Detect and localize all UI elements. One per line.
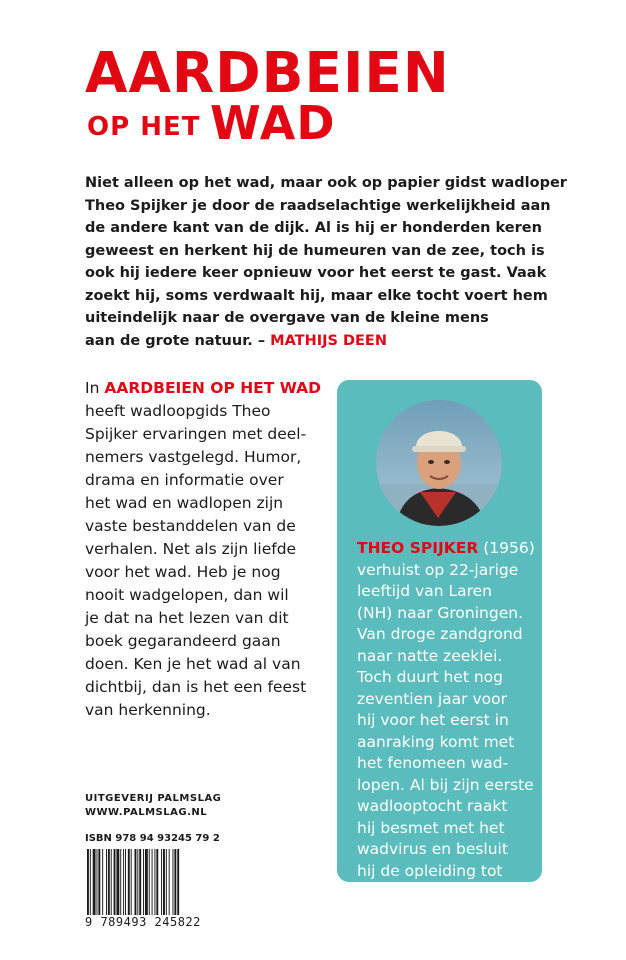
barcode-number: 9 789493 245822 [85, 915, 201, 929]
barcode-bar [98, 849, 100, 915]
description-line: boek gegarandeerd gaan [85, 632, 281, 650]
barcode-bar [90, 849, 91, 915]
barcode-bar [152, 849, 153, 915]
intro-quote [85, 172, 575, 352]
description-line: heeft wadloopgids Theo [85, 402, 271, 420]
bio-year: (1956) [483, 539, 535, 557]
bio-line: het fenomeen wad- [357, 754, 509, 772]
barcode-bar [166, 849, 167, 915]
description-line: voor het wad. Heb je nog [85, 563, 281, 581]
title-line-2 [87, 98, 336, 159]
barcode-bar [169, 849, 170, 915]
barcode-bar [123, 849, 124, 915]
intro-last-line [85, 330, 575, 353]
bio-line: naar natte zeeklei. [357, 646, 503, 665]
barcode-bar [97, 849, 98, 915]
description-line: dichtbij, dan is het een feest [85, 678, 307, 696]
bio-author-name: THEO SPIJKER [357, 539, 479, 557]
bio-line: lopen. Al bij zijn eerste [357, 775, 534, 794]
barcode-bar [174, 849, 176, 915]
barcode-bar [154, 849, 155, 915]
barcode-bar [131, 849, 132, 915]
description-prefix: In [85, 379, 100, 397]
intro-line: Theo Spijker je door de raadselachtige werkelijkheid aan [85, 197, 551, 214]
barcode-bar [177, 849, 179, 915]
title-line-1: AARDBEIEN [85, 41, 450, 106]
bio-line: (NH) naar Groningen. [357, 603, 523, 622]
publisher-info [85, 792, 221, 820]
bio-line: aanraking komt met [357, 732, 515, 751]
intro-line: de andere kant van de dijk. Al is hij er honderden keren [85, 220, 542, 236]
bio-line: hij de opleiding tot [357, 861, 503, 880]
description-line: Spijker ervaringen met deel- [85, 425, 307, 443]
barcode-bar [139, 849, 141, 915]
intro-line: ook hij iedere keer opnieuw voor het eerst te gast. Vaak [85, 265, 547, 281]
description-line: doen. Ken je het wad al van [85, 655, 301, 673]
title-line-2-small: OP HET [87, 112, 201, 142]
barcode-bar [108, 849, 110, 915]
barcode-bar [137, 849, 138, 915]
barcode-bar [173, 849, 174, 915]
barcode-bar [156, 849, 158, 915]
barcode-bar [161, 849, 162, 915]
description-line: nooit wadgelopen, dan wil [85, 586, 289, 604]
description-line: het wad en wadlopen zijn [85, 494, 284, 512]
barcode-bar [120, 849, 121, 915]
bio-line: wadlooptocht raakt [357, 797, 508, 815]
description-line: van herkenning. [85, 701, 211, 719]
description-line: vaste bestanddelen van de [85, 517, 296, 535]
title-line-2-big: WAD [210, 96, 336, 150]
barcode-bar [125, 849, 126, 915]
bio-line: Toch duurt het nog [357, 668, 503, 686]
description-line: nemers vastgelegd. Humor, [85, 448, 302, 466]
description-line: je dat na het lezen van dit [85, 609, 289, 627]
bio-first-line [357, 538, 537, 560]
author-photo [376, 400, 502, 526]
book-description [85, 377, 335, 722]
barcode-bar [128, 849, 130, 915]
description-line: verhalen. Net als zijn liefde [85, 540, 297, 558]
bio-line: wadvirus en besluit [357, 840, 508, 858]
quote-author: MATHIJS DEEN [270, 332, 387, 349]
publisher-url: WWW.PALMSLAG.NL [85, 807, 208, 818]
bio-line: hij besmet met het [357, 818, 505, 837]
barcode-bar [87, 849, 89, 915]
barcode-bar [143, 849, 144, 915]
bio-line: Van droge zandgrond [357, 625, 523, 643]
publisher-name: UITGEVERIJ PALMSLAG [85, 793, 222, 804]
author-bio [357, 538, 537, 904]
description-first-line [85, 377, 335, 400]
bio-line: verhuist op 22-jarige [357, 560, 519, 579]
bio-line: leeftijd van Laren [357, 582, 492, 600]
barcode-bar [106, 849, 107, 915]
barcode-bar [163, 849, 165, 915]
author-bio-box [337, 380, 542, 901]
author-photo-illustration [376, 400, 502, 526]
barcode-bar [114, 849, 116, 915]
intro-line: uiteindelijk naar de overgave van de kleine mens [85, 310, 489, 326]
barcode-bar [116, 849, 119, 915]
barcode-bar [149, 849, 150, 915]
description-line: drama en informatie over [85, 471, 284, 489]
bio-line: zeventien jaar voor [357, 689, 507, 708]
barcode-bar [135, 849, 137, 915]
isbn-label: ISBN 978 94 93245 79 2 [85, 833, 220, 844]
barcode-bar [111, 849, 112, 915]
description-book-title: AARDBEIEN OP HET WAD [104, 379, 321, 397]
intro-last-text: aan de grote natuur. – [85, 332, 266, 349]
intro-line: zoekt hij, soms verdwaalt hij, maar elke tocht voert hem [85, 287, 548, 304]
bio-line: wadgids te volgen. [357, 883, 504, 901]
barcode-bar [93, 849, 96, 915]
barcode-icon [85, 849, 208, 915]
intro-line: geweest en herkent hij de humeuren van de zee, toch is [85, 242, 545, 259]
intro-line: Niet alleen op het wad, maar ook op papier gidst wadloper [85, 175, 567, 191]
bio-line: hij voor het eerst in [357, 711, 509, 729]
barcode-bar [145, 849, 148, 915]
barcode-bar [102, 849, 103, 915]
